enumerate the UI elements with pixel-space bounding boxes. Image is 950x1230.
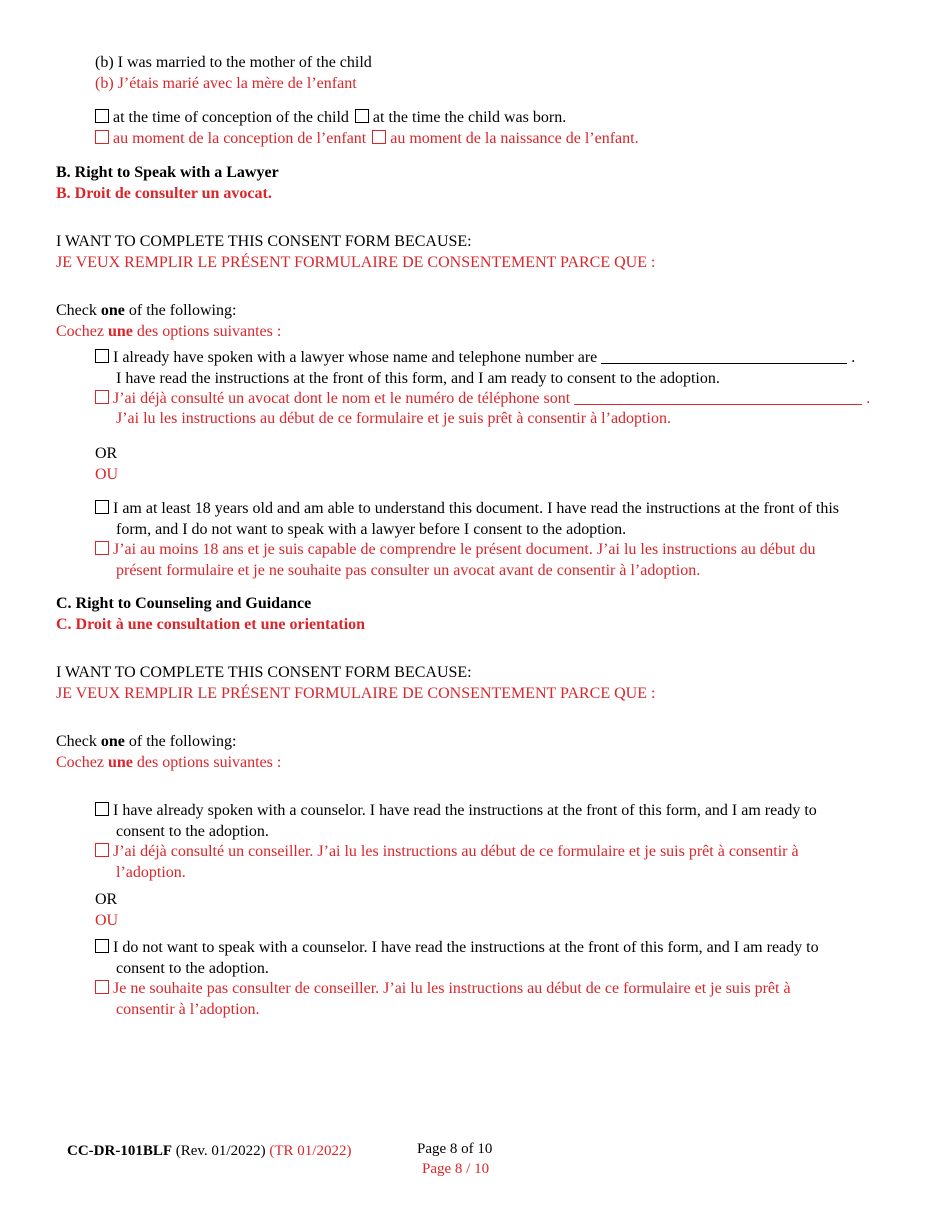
or-en: OR xyxy=(95,891,118,908)
page-number-en: Page 8 of 10 xyxy=(417,1141,493,1157)
section-b-check-en xyxy=(56,301,236,321)
section-b-because-en: I WANT TO COMPLETE THIS CONSENT FORM BECAUSE: xyxy=(56,233,472,250)
lawyer-option-fr: J’ai déjà consulté un avocat dont le nom et le numéro de téléphone sont . xyxy=(95,389,870,409)
lawyer-name-field-fr[interactable] xyxy=(574,390,862,405)
no-lawyer-label-fr-l2: présent formulaire et je ne souhaite pas consulter un avocat avant de consentir à l’adoption. xyxy=(116,562,701,579)
form-revision: (Rev. 01/2022) xyxy=(172,1143,270,1159)
conception-checkbox-fr[interactable] xyxy=(95,130,109,144)
section-c-title-en: C. Right to Counseling and Guidance xyxy=(56,595,312,612)
lawyer-name-field-en[interactable] xyxy=(601,349,847,364)
check-pre: Cochez xyxy=(56,754,108,771)
counselor-label-fr-l2: l’adoption. xyxy=(116,864,186,881)
check-bold: one xyxy=(100,302,125,319)
married-heading-en: (b) I was married to the mother of the child xyxy=(95,54,372,71)
lawyer-checkbox-fr[interactable] xyxy=(95,390,109,404)
born-checkbox-fr[interactable] xyxy=(372,130,386,144)
born-label-en: at the time the child was born. xyxy=(372,109,567,126)
married-heading-fr: (b) J’étais marié avec la mère de l’enfant xyxy=(95,75,357,92)
no-counselor-label-en-l1: I do not want to speak with a counselor. I have read the instructions at the front of this form, and I am ready to xyxy=(113,939,819,956)
conception-checkbox-en[interactable] xyxy=(95,109,109,123)
no-counselor-label-fr-l1: Je ne souhaite pas consulter de conseiller. J’ai lu les instructions au début de ce formulaire et je suis prêt à xyxy=(113,980,791,997)
counselor-checkbox-fr[interactable] xyxy=(95,843,109,857)
no-counselor-option-fr xyxy=(95,979,791,999)
check-bold: une xyxy=(107,754,133,771)
no-counselor-checkbox-en[interactable] xyxy=(95,939,109,953)
no-lawyer-checkbox-fr[interactable] xyxy=(95,541,109,555)
no-counselor-option-en xyxy=(95,938,819,958)
married-options-fr xyxy=(95,129,639,149)
or-fr: OU xyxy=(95,912,119,929)
born-label-fr: au moment de la naissance de l’enfant. xyxy=(390,130,639,147)
no-lawyer-option-fr xyxy=(95,540,815,560)
lawyer-label-en-l1: I already have spoken with a lawyer whose name and telephone number are xyxy=(113,349,598,366)
footer-form-id xyxy=(67,1141,351,1161)
conception-label-fr: au moment de la conception de l’enfant xyxy=(113,130,367,147)
lawyer-option-en: I already have spoken with a lawyer whose name and telephone number are . xyxy=(95,348,855,368)
check-bold: one xyxy=(100,733,125,750)
counselor-checkbox-en[interactable] xyxy=(95,802,109,816)
lawyer-label-fr-l2: J’ai lu les instructions au début de ce formulaire et je suis prêt à consentir à l’adoption. xyxy=(116,410,671,427)
counselor-option-en xyxy=(95,801,817,821)
no-lawyer-label-en-l2: form, and I do not want to speak with a lawyer before I consent to the adoption. xyxy=(116,521,627,538)
check-pre: Cochez xyxy=(56,323,108,340)
no-lawyer-label-fr-l1: J’ai au moins 18 ans et je suis capable de comprendre le présent document. J’ai lu les instructions au début du xyxy=(113,541,816,558)
counselor-label-en-l1: I have already spoken with a counselor. I have read the instructions at the front of this form, and I am ready to xyxy=(113,802,817,819)
no-lawyer-label-en-l1: I am at least 18 years old and am able to understand this document. I have read the instructions at the front of this xyxy=(113,500,840,517)
born-checkbox-en[interactable] xyxy=(355,109,369,123)
section-c-check-en xyxy=(56,732,236,752)
section-b-check-fr xyxy=(56,322,281,342)
check-post: des options suivantes : xyxy=(132,754,282,771)
or-en: OR xyxy=(95,445,118,462)
section-c-because-fr: JE VEUX REMPLIR LE PRÉSENT FORMULAIRE DE CONSENTEMENT PARCE QUE : xyxy=(56,685,656,702)
page-number-fr: Page 8 / 10 xyxy=(422,1161,490,1177)
check-post: of the following: xyxy=(124,733,237,750)
lawyer-checkbox-en[interactable] xyxy=(95,349,109,363)
no-counselor-label-en-l2: consent to the adoption. xyxy=(116,960,269,977)
section-b-title-en: B. Right to Speak with a Lawyer xyxy=(56,164,279,181)
check-post: des options suivantes : xyxy=(132,323,282,340)
section-c-check-fr xyxy=(56,753,281,773)
lawyer-label-fr-l1: J’ai déjà consulté un avocat dont le nom et le numéro de téléphone sont xyxy=(113,390,571,407)
section-c-title-fr: C. Droit à une consultation et une orientation xyxy=(56,616,366,633)
lawyer-label-en-l2: I have read the instructions at the front of this form, and I am ready to consent to the adoption. xyxy=(116,370,720,387)
married-options-en xyxy=(95,108,566,128)
no-lawyer-option-en xyxy=(95,499,839,519)
section-b-because-fr: JE VEUX REMPLIR LE PRÉSENT FORMULAIRE DE CONSENTEMENT PARCE QUE : xyxy=(56,254,656,271)
form-id: CC-DR-101BLF xyxy=(67,1143,172,1159)
form-translation-revision: (TR 01/2022) xyxy=(269,1143,352,1159)
check-pre: Check xyxy=(56,302,101,319)
section-b-title-fr: B. Droit de consulter un avocat. xyxy=(56,185,272,202)
or-fr: OU xyxy=(95,466,119,483)
no-counselor-checkbox-fr[interactable] xyxy=(95,980,109,994)
counselor-label-fr-l1: J’ai déjà consulté un conseiller. J’ai lu les instructions au début de ce formulaire et je suis prêt à consentir à xyxy=(113,843,799,860)
counselor-label-en-l2: consent to the adoption. xyxy=(116,823,269,840)
check-pre: Check xyxy=(56,733,101,750)
check-bold: une xyxy=(107,323,133,340)
check-post: of the following: xyxy=(124,302,237,319)
no-counselor-label-fr-l2: consentir à l’adoption. xyxy=(116,1001,260,1018)
counselor-option-fr xyxy=(95,842,799,862)
no-lawyer-checkbox-en[interactable] xyxy=(95,500,109,514)
section-c-because-en: I WANT TO COMPLETE THIS CONSENT FORM BECAUSE: xyxy=(56,664,472,681)
conception-label-en: at the time of conception of the child xyxy=(113,109,349,126)
